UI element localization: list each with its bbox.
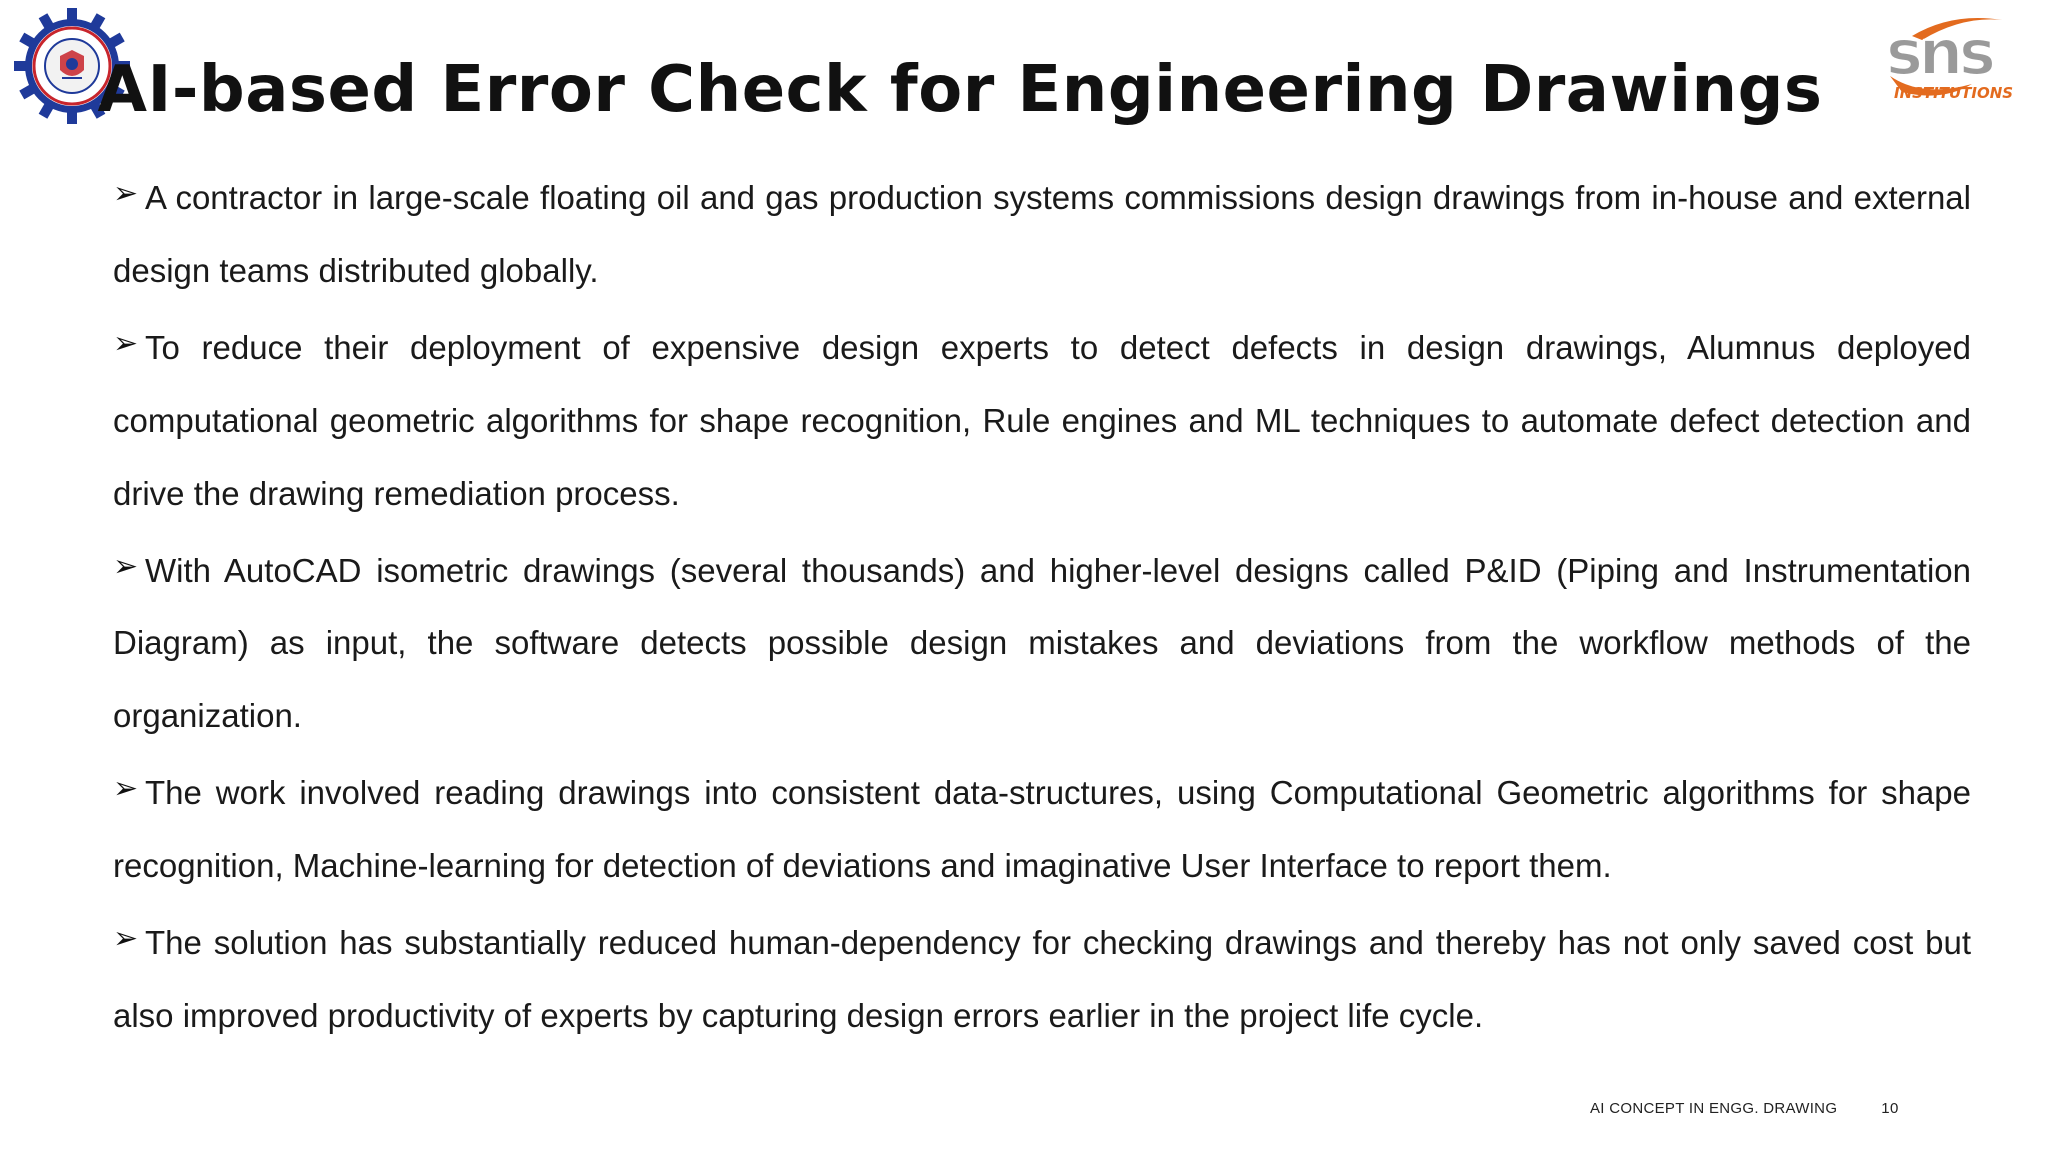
svg-text:sns: sns	[1886, 16, 1992, 89]
bullet-text: With AutoCAD isometric drawings (several thousands) and higher-level designs called P&ID (Piping and Instrumentation Diagram) as input, the software detects possible design mistakes and deviations from the workflow methods of the organization.	[113, 551, 1971, 735]
bullet-item	[113, 753, 1971, 903]
bullet-item	[113, 903, 1971, 1053]
svg-text:INSTITUTIONS: INSTITUTIONS	[1894, 84, 2014, 102]
arrow-bullet-icon: ➢	[113, 176, 139, 211]
bullet-text: The solution has substantially reduced human-dependency for checking drawings and thereby has not only saved cost but also improved productivity of experts by capturing design errors earlier in the project life cycle.	[113, 924, 1971, 1034]
footer-label: AI CONCEPT IN ENGG. DRAWING	[1590, 1100, 1838, 1117]
bullet-text: A contractor in large-scale floating oil and gas production systems commissions design drawings from in-house and external design teams distributed globally.	[113, 179, 1971, 289]
bullet-text: To reduce their deployment of expensive design experts to detect defects in design drawings, Alumnus deployed computational geometric algorithms for shape recognition, Rule engines and ML techniques to automate defect detection and drive the drawing remediation process.	[113, 328, 1971, 512]
bullet-item	[113, 531, 1971, 754]
slide-title: AI-based Error Check for Engineering Drawings	[97, 53, 1823, 127]
arrow-bullet-icon: ➢	[113, 771, 139, 807]
page-number: 10	[1881, 1100, 1899, 1117]
bullet-text: The work involved reading drawings into consistent data-structures, using Computational Geometric algorithms for shape recognition, Machine-learning for detection of deviations and imaginative User Interface to report them.	[113, 774, 1971, 885]
arrow-bullet-icon: ➢	[113, 921, 139, 957]
arrow-bullet-icon: ➢	[113, 548, 139, 584]
bullet-list	[113, 158, 1971, 1053]
arrow-bullet-icon: ➢	[113, 325, 139, 361]
bullet-item	[113, 158, 1971, 308]
slide-footer	[1590, 1100, 1899, 1117]
bullet-item	[113, 308, 1971, 531]
